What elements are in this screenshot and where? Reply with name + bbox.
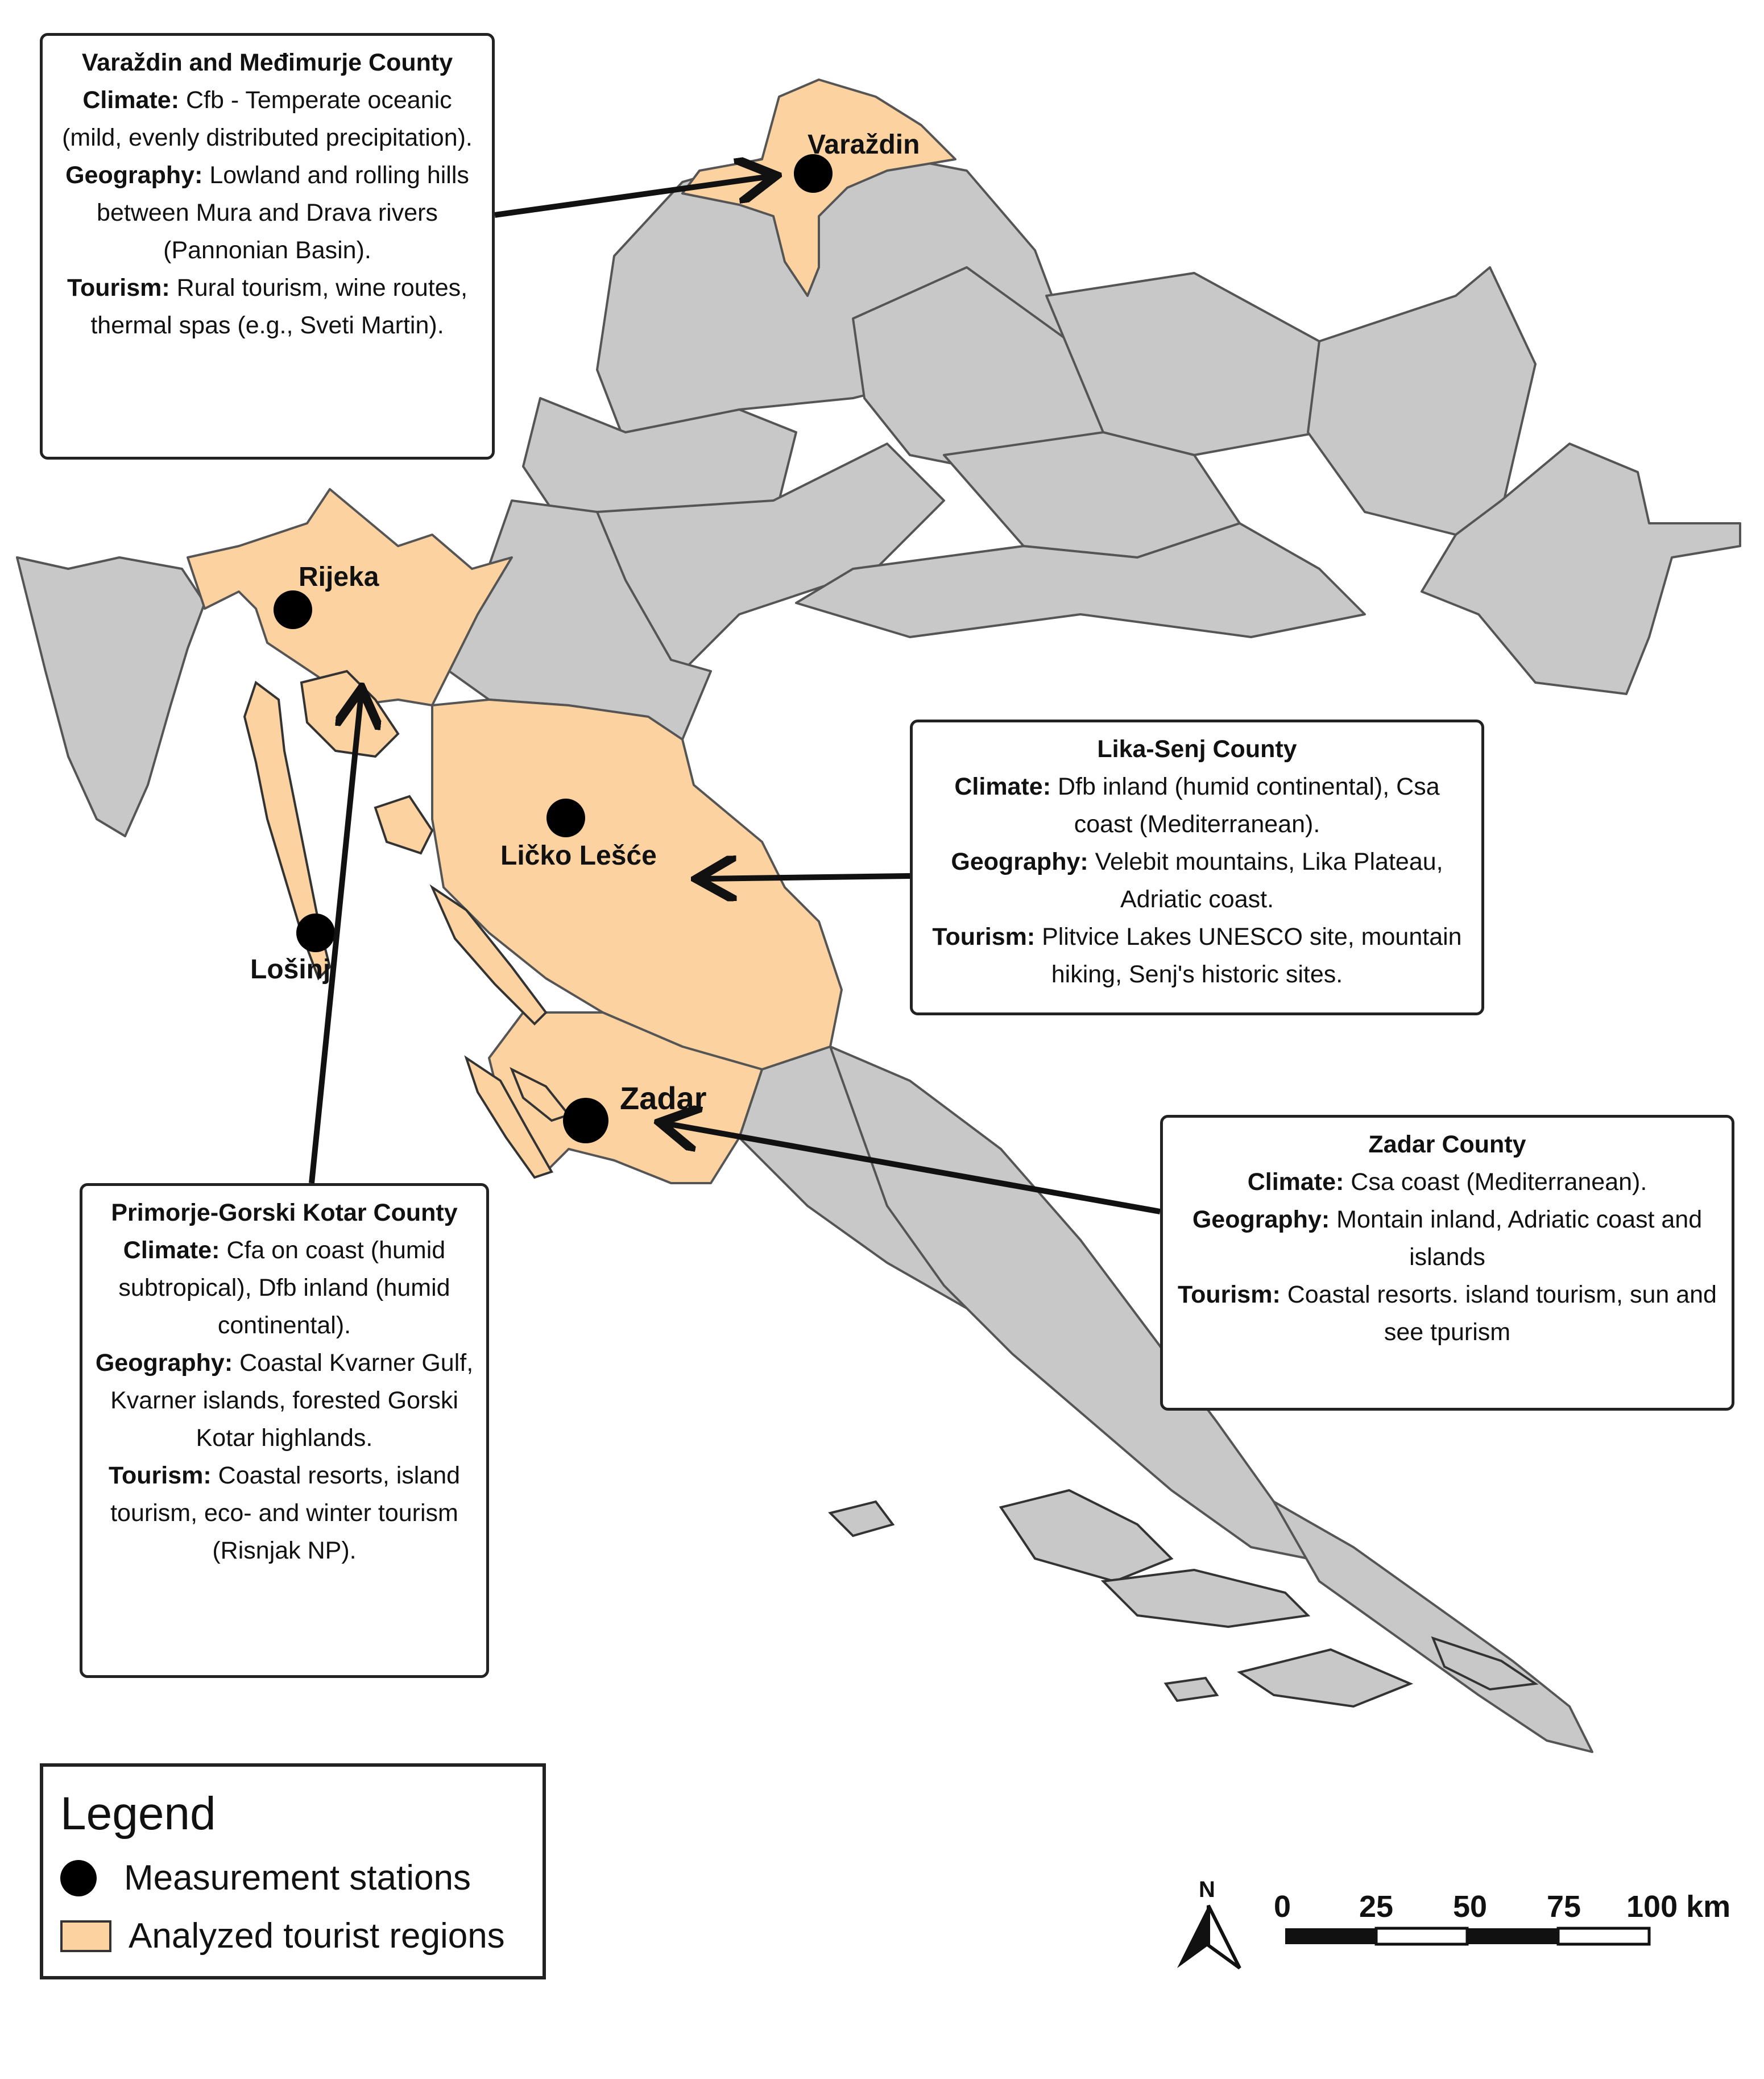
infobox-lika-senj (910, 720, 1484, 1015)
geography-text: Coastal Kvarner Gulf, Kvarner islands, forested Gorski Kotar highlands. (110, 1349, 474, 1452)
region-swatch-icon (60, 1920, 111, 1952)
infobox-varazdin (40, 33, 495, 460)
geography-label: Geography: (1192, 1206, 1330, 1233)
geography-label: Geography: (95, 1349, 233, 1377)
island-rab (375, 796, 432, 853)
north-label: N (1199, 1877, 1215, 1902)
climate-line (1175, 1163, 1719, 1201)
legend (40, 1763, 546, 1979)
scale-tick: 50 (1453, 1890, 1488, 1924)
scale-bar (1274, 1890, 1730, 1944)
infobox-primorje-gorski-kotar (80, 1183, 489, 1678)
climate-line (55, 81, 479, 156)
north-arrow (1177, 1877, 1240, 1968)
tourism-text: Coastal resorts. island tourism, sun and see tpurism (1287, 1281, 1717, 1346)
island-hvar (1103, 1570, 1308, 1627)
region-dubrovnik (1274, 1502, 1592, 1752)
geography-label: Geography: (951, 848, 1088, 875)
tourism-label: Tourism: (1178, 1281, 1281, 1308)
tourism-line (95, 1457, 474, 1569)
geography-line (1175, 1201, 1719, 1276)
infobox-title: Varaždin and Međimurje County (81, 49, 453, 76)
legend-stations-label: Measurement stations (124, 1858, 471, 1898)
infobox-title: Primorje-Gorski Kotar County (111, 1199, 458, 1226)
infobox-title: Zadar County (1368, 1131, 1526, 1158)
climate-label: Climate: (82, 86, 180, 114)
arrow-lika (702, 876, 910, 879)
geography-label: Geography: (65, 162, 203, 189)
region-istria (17, 557, 205, 836)
geography-text: Velebit mountains, Lika Plateau, Adriatic coast. (1095, 848, 1443, 913)
island-brac (1001, 1490, 1171, 1581)
tourism-text: Coastal resorts, island tourism, eco- and winter tourism (Risnjak NP). (110, 1462, 461, 1564)
tourism-label: Tourism: (108, 1462, 212, 1489)
region-lika-senj[interactable] (432, 700, 842, 1069)
tourism-label: Tourism: (67, 274, 170, 301)
climate-text: Csa coast (Mediterranean). (1344, 1168, 1647, 1196)
station-dot[interactable] (563, 1098, 608, 1143)
geography-line (95, 1344, 474, 1457)
climate-text: Dfb inland (humid continental), Csa coast (Mediterranean). (1057, 773, 1440, 838)
city-label: Lošinj (250, 954, 331, 985)
city-label: Rijeka (299, 562, 379, 592)
station-dot[interactable] (296, 914, 335, 952)
geography-line (925, 843, 1469, 918)
legend-item-stations (60, 1858, 471, 1898)
infobox-title: Lika-Senj County (1097, 735, 1297, 763)
infobox-zadar (1160, 1115, 1734, 1411)
station-dot[interactable] (794, 154, 833, 193)
geography-text: Montain inland, Adriatic coast and islands (1330, 1206, 1703, 1271)
climate-text: Cfb - Temperate oceanic (mild, evenly distributed precipitation). (62, 86, 473, 151)
geography-text: Lowland and rolling hills between Mura and Drava rivers (Pannonian Basin). (97, 162, 469, 264)
legend-title: Legend (60, 1788, 216, 1840)
city-label: Zadar (620, 1080, 707, 1116)
climate-text: Cfa on coast (humid subtropical), Dfb inland (humid continental). (118, 1237, 450, 1339)
climate-label: Climate: (123, 1237, 220, 1264)
scale-tick: 75 (1547, 1890, 1581, 1924)
station-dot[interactable] (274, 590, 312, 629)
tourism-line (1175, 1276, 1719, 1351)
island-lastovo (1166, 1678, 1217, 1701)
legend-regions-label: Analyzed tourist regions (129, 1916, 505, 1956)
scale-tick: 25 (1359, 1890, 1394, 1924)
climate-label: Climate: (954, 773, 1051, 800)
tourism-line (55, 269, 479, 344)
legend-item-regions (60, 1916, 505, 1956)
city-label: Varaždin (808, 130, 920, 160)
station-dot-icon (60, 1860, 97, 1896)
geography-line (55, 156, 479, 269)
station-dot[interactable] (546, 799, 585, 837)
tourism-text: Plitvice Lakes UNESCO site, mountain hiking, Senj's historic sites. (1042, 923, 1462, 988)
island-korcula (1240, 1650, 1410, 1706)
island-vis (830, 1502, 893, 1536)
climate-line (925, 768, 1469, 843)
tourism-text: Rural tourism, wine routes, thermal spas (e.g., Sveti Martin). (90, 274, 468, 339)
climate-label: Climate: (1247, 1168, 1344, 1196)
climate-line (95, 1231, 474, 1344)
scale-tick: 0 (1274, 1890, 1291, 1924)
city-label: Ličko Lešće (500, 841, 657, 871)
tourism-label: Tourism: (932, 923, 1036, 950)
region-osijek (1308, 267, 1535, 535)
scale-tick: 100 km (1626, 1890, 1731, 1924)
tourism-line (925, 918, 1469, 993)
